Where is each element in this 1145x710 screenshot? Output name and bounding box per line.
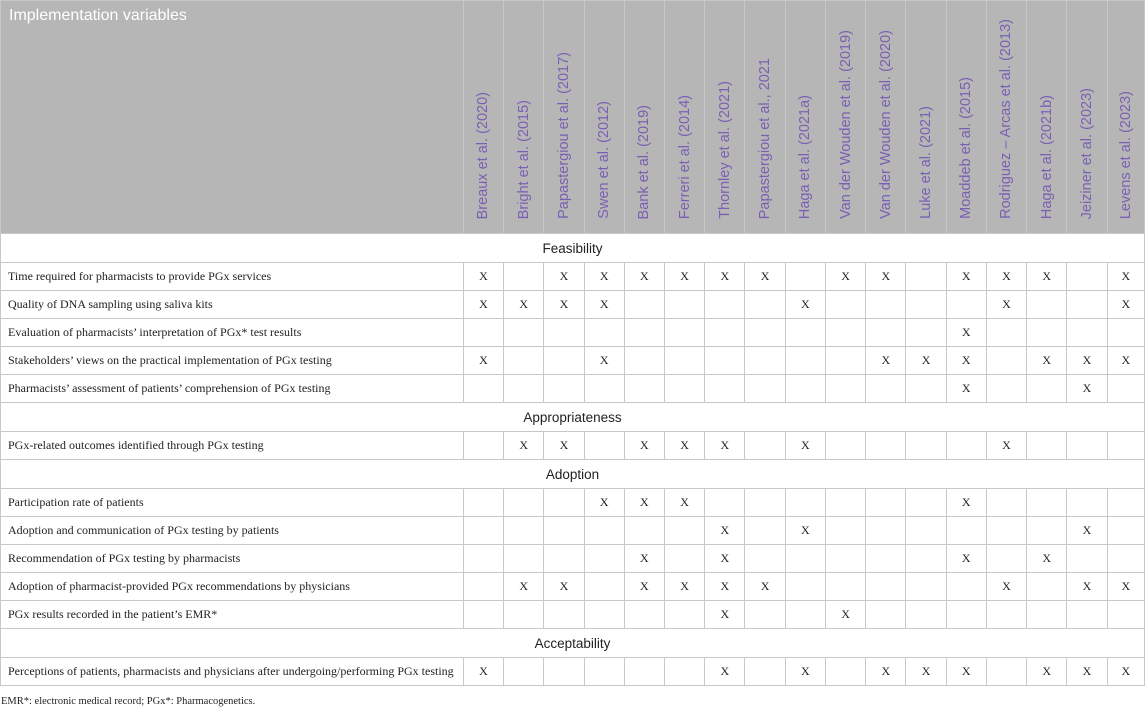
study-mark-cell	[1027, 319, 1067, 347]
study-mark-cell	[906, 573, 946, 601]
study-mark-cell	[463, 573, 503, 601]
study-mark-cell	[866, 319, 906, 347]
study-mark-cell: X	[745, 263, 785, 291]
study-name: Papastergiou et al. (2017)	[555, 52, 572, 219]
study-mark-cell: X	[665, 432, 705, 460]
corner-header: Implementation variables	[1, 1, 464, 234]
study-mark-cell: X	[785, 432, 825, 460]
study-mark-cell	[745, 489, 785, 517]
study-mark-cell	[785, 601, 825, 629]
study-mark-cell	[825, 489, 865, 517]
study-mark-cell	[1027, 291, 1067, 319]
study-mark-cell	[544, 319, 584, 347]
study-column-header	[906, 1, 946, 234]
study-mark-cell	[785, 347, 825, 375]
study-column-header	[1027, 1, 1067, 234]
table-row	[1, 601, 1145, 629]
section-row	[1, 403, 1145, 432]
variable-label: Participation rate of patients	[1, 489, 464, 517]
study-mark-cell: X	[544, 291, 584, 319]
study-mark-cell	[866, 517, 906, 545]
study-mark-cell	[665, 319, 705, 347]
study-mark-cell	[665, 658, 705, 686]
study-mark-cell	[1027, 375, 1067, 403]
study-mark-cell: X	[1067, 517, 1107, 545]
study-name: Van der Wouden et al. (2019)	[837, 30, 854, 219]
study-mark-cell	[624, 375, 664, 403]
table-row	[1, 545, 1145, 573]
section-title: Adoption	[1, 460, 1145, 489]
study-mark-cell: X	[986, 573, 1026, 601]
study-mark-cell: X	[986, 291, 1026, 319]
study-mark-cell: X	[705, 601, 745, 629]
study-mark-cell	[946, 291, 986, 319]
study-mark-cell	[866, 545, 906, 573]
study-mark-cell: X	[544, 573, 584, 601]
variable-label: Perceptions of patients, pharmacists and physicians after undergoing/performing PGx testing	[1, 658, 464, 686]
study-mark-cell: X	[705, 545, 745, 573]
section-title: Acceptability	[1, 629, 1145, 658]
study-mark-cell	[986, 601, 1026, 629]
study-mark-cell	[624, 658, 664, 686]
study-mark-cell	[1027, 517, 1067, 545]
study-mark-cell	[1067, 432, 1107, 460]
study-mark-cell	[504, 601, 544, 629]
variable-label: Time required for pharmacists to provide PGx services	[1, 263, 464, 291]
study-mark-cell	[785, 319, 825, 347]
study-mark-cell	[745, 347, 785, 375]
section-title: Feasibility	[1, 234, 1145, 263]
study-mark-cell	[825, 573, 865, 601]
variable-label: Quality of DNA sampling using saliva kits	[1, 291, 464, 319]
study-mark-cell	[463, 601, 503, 629]
study-mark-cell	[624, 319, 664, 347]
study-mark-cell	[946, 432, 986, 460]
study-mark-cell	[463, 375, 503, 403]
study-mark-cell: X	[463, 658, 503, 686]
study-mark-cell	[785, 263, 825, 291]
study-mark-cell	[825, 291, 865, 319]
study-mark-cell: X	[624, 432, 664, 460]
study-mark-cell	[986, 517, 1026, 545]
study-mark-cell	[906, 601, 946, 629]
study-mark-cell	[825, 517, 865, 545]
study-mark-cell	[624, 601, 664, 629]
study-mark-cell	[825, 545, 865, 573]
study-mark-cell	[665, 347, 705, 375]
table-row	[1, 291, 1145, 319]
study-mark-cell	[986, 347, 1026, 375]
study-mark-cell: X	[1107, 658, 1144, 686]
study-mark-cell: X	[946, 319, 986, 347]
study-mark-cell: X	[785, 517, 825, 545]
study-mark-cell	[584, 319, 624, 347]
study-mark-cell: X	[946, 489, 986, 517]
study-mark-cell	[544, 489, 584, 517]
study-mark-cell: X	[986, 432, 1026, 460]
study-mark-cell	[866, 375, 906, 403]
study-mark-cell	[785, 489, 825, 517]
study-mark-cell	[665, 517, 705, 545]
study-name: Bank et al. (2019)	[636, 104, 653, 219]
study-mark-cell: X	[665, 489, 705, 517]
study-mark-cell	[1067, 263, 1107, 291]
study-mark-cell	[745, 517, 785, 545]
study-mark-cell	[1027, 489, 1067, 517]
study-mark-cell: X	[705, 263, 745, 291]
study-mark-cell	[785, 375, 825, 403]
study-mark-cell	[665, 601, 705, 629]
variable-label: PGx-related outcomes identified through PGx testing	[1, 432, 464, 460]
study-mark-cell	[463, 545, 503, 573]
study-mark-cell	[705, 375, 745, 403]
study-mark-cell	[906, 517, 946, 545]
study-mark-cell	[463, 319, 503, 347]
study-mark-cell: X	[1067, 658, 1107, 686]
section-title: Appropriateness	[1, 403, 1145, 432]
study-mark-cell	[986, 319, 1026, 347]
study-mark-cell	[1027, 573, 1067, 601]
study-mark-cell	[906, 319, 946, 347]
study-name: Breaux et al. (2020)	[475, 91, 492, 219]
study-mark-cell	[825, 432, 865, 460]
study-mark-cell	[504, 319, 544, 347]
study-mark-cell: X	[1067, 347, 1107, 375]
study-name: Swen et al. (2012)	[596, 101, 613, 219]
section-row	[1, 629, 1145, 658]
study-column-header	[463, 1, 503, 234]
study-mark-cell: X	[946, 347, 986, 375]
study-mark-cell: X	[785, 291, 825, 319]
study-mark-cell	[745, 432, 785, 460]
study-mark-cell: X	[866, 347, 906, 375]
study-mark-cell	[785, 545, 825, 573]
study-mark-cell	[906, 432, 946, 460]
study-mark-cell: X	[504, 432, 544, 460]
study-column-header	[986, 1, 1026, 234]
study-mark-cell: X	[906, 658, 946, 686]
study-mark-cell	[1107, 432, 1144, 460]
study-mark-cell: X	[463, 347, 503, 375]
study-mark-cell: X	[705, 432, 745, 460]
study-mark-cell: X	[825, 601, 865, 629]
study-mark-cell	[705, 291, 745, 319]
study-mark-cell	[986, 658, 1026, 686]
study-name: Luke et al. (2021)	[918, 106, 935, 219]
study-mark-cell: X	[946, 658, 986, 686]
study-mark-cell: X	[1027, 545, 1067, 573]
study-name: Levens et al. (2023)	[1117, 90, 1134, 219]
study-mark-cell	[624, 291, 664, 319]
study-mark-cell	[866, 573, 906, 601]
study-mark-cell: X	[866, 263, 906, 291]
study-mark-cell	[866, 291, 906, 319]
study-mark-cell: X	[584, 263, 624, 291]
study-mark-cell: X	[946, 263, 986, 291]
study-name: Jeiziner et al. (2023)	[1078, 87, 1095, 219]
study-mark-cell	[504, 658, 544, 686]
study-mark-cell	[1107, 489, 1144, 517]
study-mark-cell: X	[906, 347, 946, 375]
table-header-row	[1, 1, 1145, 234]
study-mark-cell	[584, 658, 624, 686]
study-mark-cell	[504, 375, 544, 403]
study-mark-cell	[745, 291, 785, 319]
study-mark-cell	[504, 517, 544, 545]
table-row	[1, 319, 1145, 347]
study-mark-cell: X	[584, 347, 624, 375]
study-mark-cell: X	[1027, 263, 1067, 291]
study-column-header	[584, 1, 624, 234]
study-mark-cell	[785, 573, 825, 601]
study-mark-cell: X	[705, 658, 745, 686]
study-name: Moaddeb et al. (2015)	[958, 77, 975, 219]
study-mark-cell	[544, 658, 584, 686]
section-row	[1, 460, 1145, 489]
study-mark-cell: X	[1027, 347, 1067, 375]
study-mark-cell: X	[705, 573, 745, 601]
study-mark-cell	[624, 347, 664, 375]
study-mark-cell	[504, 263, 544, 291]
variable-label: Pharmacists’ assessment of patients’ comprehension of PGx testing	[1, 375, 464, 403]
study-column-header	[1067, 1, 1107, 234]
study-mark-cell	[665, 375, 705, 403]
study-mark-cell	[1067, 319, 1107, 347]
study-mark-cell	[463, 432, 503, 460]
study-name: Ferreri et al. (2014)	[676, 94, 693, 219]
study-mark-cell: X	[624, 573, 664, 601]
study-mark-cell: X	[946, 375, 986, 403]
study-column-header	[544, 1, 584, 234]
study-mark-cell: X	[946, 545, 986, 573]
study-mark-cell: X	[1027, 658, 1067, 686]
study-mark-cell	[906, 545, 946, 573]
study-mark-cell: X	[624, 489, 664, 517]
study-mark-cell	[825, 375, 865, 403]
study-mark-cell: X	[1107, 347, 1144, 375]
table-row	[1, 573, 1145, 601]
study-mark-cell	[1067, 545, 1107, 573]
study-mark-cell	[1027, 601, 1067, 629]
study-mark-cell: X	[584, 291, 624, 319]
study-mark-cell	[504, 489, 544, 517]
study-mark-cell	[544, 517, 584, 545]
study-mark-cell	[544, 347, 584, 375]
study-mark-cell	[1107, 545, 1144, 573]
study-column-header	[825, 1, 865, 234]
study-mark-cell	[906, 375, 946, 403]
study-mark-cell	[825, 347, 865, 375]
study-mark-cell	[745, 545, 785, 573]
study-column-header	[624, 1, 664, 234]
study-column-header	[1107, 1, 1144, 234]
study-mark-cell	[906, 263, 946, 291]
study-mark-cell	[1107, 319, 1144, 347]
study-mark-cell	[705, 319, 745, 347]
study-mark-cell	[986, 489, 1026, 517]
study-name: Papastergiou et al., 2021	[757, 57, 774, 219]
study-mark-cell: X	[665, 573, 705, 601]
study-column-header	[785, 1, 825, 234]
study-mark-cell	[745, 658, 785, 686]
study-name: Haga et al. (2021a)	[797, 94, 814, 219]
study-name: Bright et al. (2015)	[515, 99, 532, 219]
table-row	[1, 263, 1145, 291]
study-mark-cell: X	[624, 263, 664, 291]
table-footnote: EMR*: electronic medical record; PGx*: Pharmacogenetics.	[1, 696, 256, 707]
study-mark-cell: X	[1067, 573, 1107, 601]
study-mark-cell: X	[504, 573, 544, 601]
study-mark-cell	[906, 291, 946, 319]
study-mark-cell	[1027, 432, 1067, 460]
study-mark-cell	[866, 601, 906, 629]
study-column-header	[745, 1, 785, 234]
study-mark-cell: X	[745, 573, 785, 601]
study-mark-cell	[986, 375, 1026, 403]
table-row	[1, 375, 1145, 403]
study-mark-cell: X	[825, 263, 865, 291]
table-row	[1, 658, 1145, 686]
study-column-header	[504, 1, 544, 234]
study-mark-cell	[1067, 601, 1107, 629]
variable-label: Stakeholders’ views on the practical implementation of PGx testing	[1, 347, 464, 375]
study-mark-cell: X	[544, 432, 584, 460]
study-mark-cell: X	[463, 291, 503, 319]
study-mark-cell: X	[665, 263, 705, 291]
study-mark-cell	[1107, 517, 1144, 545]
variable-label: Recommendation of PGx testing by pharmacists	[1, 545, 464, 573]
study-mark-cell: X	[1107, 263, 1144, 291]
study-mark-cell: X	[986, 263, 1026, 291]
variable-label: Evaluation of pharmacists’ interpretation of PGx* test results	[1, 319, 464, 347]
study-mark-cell: X	[1067, 375, 1107, 403]
table-row	[1, 432, 1145, 460]
study-mark-cell	[584, 545, 624, 573]
variable-label: Adoption and communication of PGx testing by patients	[1, 517, 464, 545]
study-mark-cell	[624, 517, 664, 545]
study-mark-cell	[504, 545, 544, 573]
variable-label: Adoption of pharmacist-provided PGx recommendations by physicians	[1, 573, 464, 601]
study-name: Rodriguez – Arcas et al. (2013)	[998, 19, 1015, 219]
study-mark-cell	[544, 375, 584, 403]
study-mark-cell	[705, 489, 745, 517]
study-mark-cell	[504, 347, 544, 375]
study-mark-cell	[584, 601, 624, 629]
study-mark-cell	[986, 545, 1026, 573]
study-mark-cell	[544, 601, 584, 629]
study-mark-cell	[463, 489, 503, 517]
section-row	[1, 234, 1145, 263]
study-mark-cell	[946, 601, 986, 629]
study-mark-cell	[866, 489, 906, 517]
study-mark-cell	[745, 375, 785, 403]
study-name: Haga et al. (2021b)	[1038, 94, 1055, 219]
study-mark-cell	[825, 319, 865, 347]
study-mark-cell: X	[463, 263, 503, 291]
study-mark-cell: X	[866, 658, 906, 686]
study-mark-cell	[946, 573, 986, 601]
study-mark-cell	[745, 601, 785, 629]
table-row	[1, 489, 1145, 517]
study-column-header	[705, 1, 745, 234]
study-mark-cell	[1107, 601, 1144, 629]
study-mark-cell: X	[504, 291, 544, 319]
study-mark-cell: X	[705, 517, 745, 545]
study-mark-cell	[1107, 375, 1144, 403]
study-mark-cell	[866, 432, 906, 460]
table-row	[1, 517, 1145, 545]
study-mark-cell	[584, 375, 624, 403]
study-mark-cell	[544, 545, 584, 573]
study-column-header	[665, 1, 705, 234]
study-mark-cell: X	[1107, 291, 1144, 319]
study-mark-cell: X	[624, 545, 664, 573]
study-mark-cell: X	[584, 489, 624, 517]
study-mark-cell	[584, 432, 624, 460]
study-mark-cell	[1067, 489, 1107, 517]
study-name: Van der Wouden et al. (2020)	[877, 30, 894, 219]
study-mark-cell	[946, 517, 986, 545]
study-mark-cell	[705, 347, 745, 375]
study-mark-cell	[584, 517, 624, 545]
table-row	[1, 347, 1145, 375]
study-mark-cell: X	[1107, 573, 1144, 601]
study-mark-cell	[665, 545, 705, 573]
variable-label: PGx results recorded in the patient’s EMR*	[1, 601, 464, 629]
study-mark-cell	[825, 658, 865, 686]
study-mark-cell	[584, 573, 624, 601]
study-mark-cell	[745, 319, 785, 347]
study-mark-cell	[906, 489, 946, 517]
study-name: Thornley et al. (2021)	[716, 81, 733, 219]
study-mark-cell: X	[544, 263, 584, 291]
study-mark-cell	[665, 291, 705, 319]
study-mark-cell	[463, 517, 503, 545]
study-column-header	[866, 1, 906, 234]
study-mark-cell: X	[785, 658, 825, 686]
study-mark-cell	[1067, 291, 1107, 319]
study-column-header	[946, 1, 986, 234]
